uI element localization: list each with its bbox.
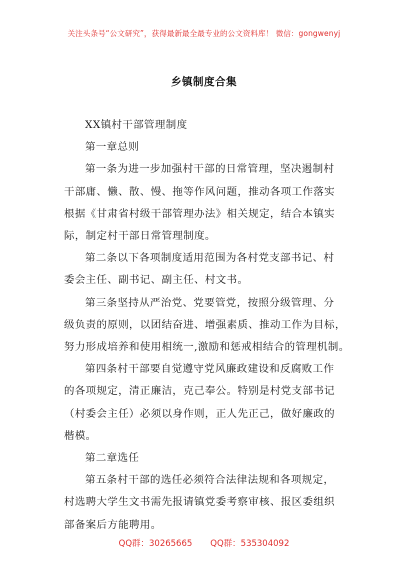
text-line: 村选聘大学生文书需先报请镇党委考察审核、报区委组织 bbox=[64, 496, 336, 509]
text-line: 努力形成培养和使用相统一,激励和惩戒相结合的管理机制。 bbox=[64, 341, 350, 354]
text-line: 第一章总则 bbox=[85, 141, 140, 154]
text-line: 干部庸、懒、散、慢、拖等作风问题，推动各项工作落实 bbox=[64, 185, 336, 198]
text-line: 际，制定村干部日常管理制度。 bbox=[64, 230, 216, 243]
footer-qq-group-2: QQ群：535304092 bbox=[210, 539, 290, 549]
footer-qq-group-1: QQ群：30265665 bbox=[118, 539, 193, 549]
text-line: 第一条为进一步加强村干部的日常管理，坚决遏制村 bbox=[85, 163, 335, 176]
text-line: 的各项规定，清正廉洁，克己奉公。特别是村党支部书记 bbox=[64, 385, 336, 398]
document-body bbox=[64, 114, 364, 536]
text-line: 级负责的原则，以团结奋进、增强素质、推动工作为目标， bbox=[64, 318, 346, 331]
text-line: 部备案后方能聘用。 bbox=[64, 518, 162, 531]
text-line: 楷模。 bbox=[64, 429, 97, 442]
text-line: XX镇村干部管理制度 bbox=[85, 119, 188, 131]
text-line: 第五条村干部的选任必须符合法律法规和各项规定， bbox=[85, 474, 335, 487]
text-line: 根据《甘肃省村级干部管理办法》相关规定，结合本镇实 bbox=[64, 207, 336, 220]
text-line: 第二章选任 bbox=[85, 452, 140, 465]
text-line: 第四条村干部要自觉遵守党风廉政建设和反腐败工作 bbox=[85, 363, 335, 376]
text-line: （村委会主任）必须以身作则，正人先正己，做好廉政的 bbox=[64, 407, 336, 420]
text-line: 第三条坚持从严治党、党要管党，按照分级管理、分 bbox=[85, 296, 335, 309]
document-title: 乡镇制度合集 bbox=[171, 76, 237, 88]
footer-contact bbox=[0, 537, 408, 549]
header-banner: 关注头条号“公文研究”，获得最新最全最专业的公文资料库！ 微信：gongwenyj bbox=[67, 29, 341, 38]
text-line: 第二条以下各项制度适用范围为各村党支部书记、村 bbox=[85, 252, 335, 265]
text-line: 委会主任、副书记、副主任、村文书。 bbox=[64, 274, 249, 287]
